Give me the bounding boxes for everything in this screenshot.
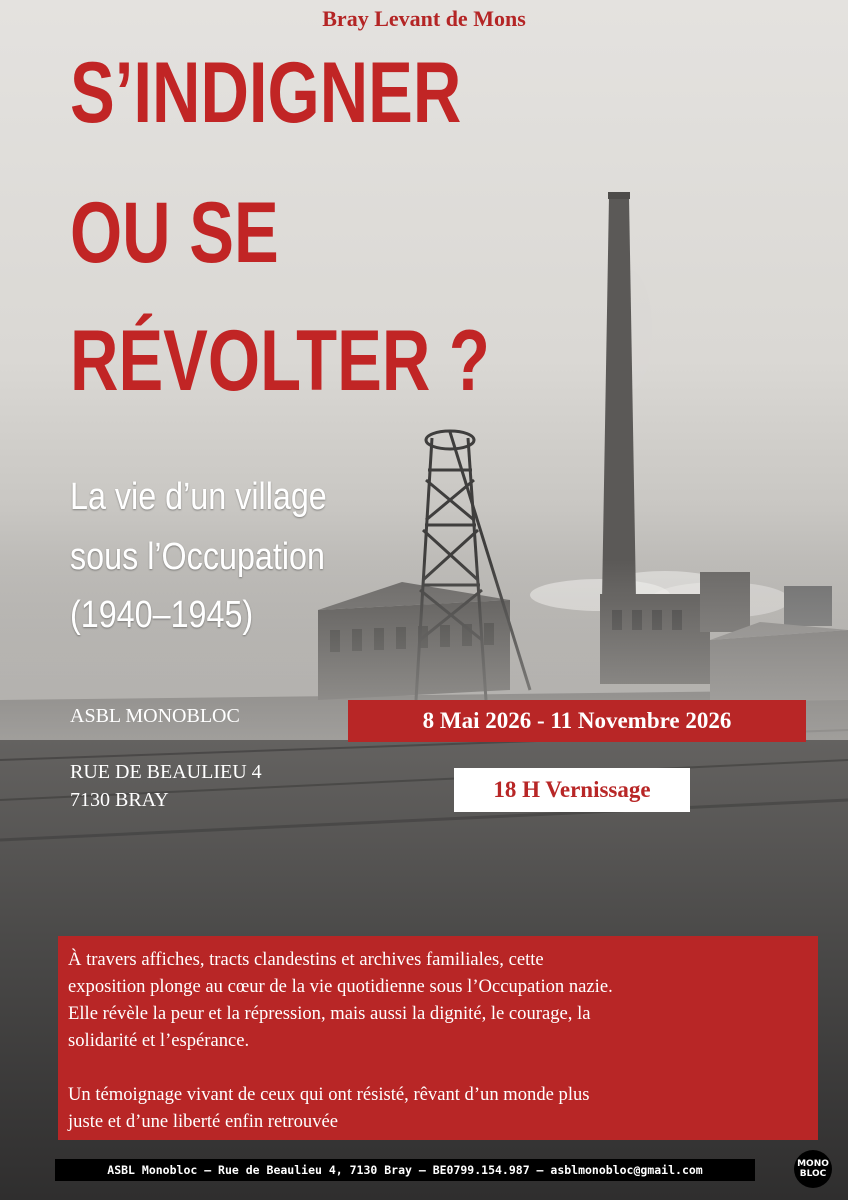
subtitle-line-3: (1940–1945): [70, 594, 254, 636]
monobloc-logo: [794, 1150, 832, 1188]
venue-city: 7130 BRAY: [70, 789, 169, 811]
paragraph-gap: [68, 1054, 808, 1081]
subtitle-line-1: La vie d’un village: [70, 476, 327, 518]
description-line: juste et d’une liberté enfin retrouvée: [68, 1111, 339, 1132]
logo-line-1: MONO: [797, 1159, 829, 1169]
vernissage-badge: 18 H Vernissage: [454, 768, 690, 812]
description-line: Un témoignage vivant de ceux qui ont résisté, rêvant d’un monde plus: [68, 1084, 590, 1105]
title-line-1: S’INDIGNER: [70, 45, 462, 141]
footer-contact-bar: ASBL Monobloc – Rue de Beaulieu 4, 7130 Bray – BE0799.154.987 – asblmonobloc@gmail.com: [55, 1159, 755, 1181]
date-range-badge: 8 Mai 2026 - 11 Novembre 2026: [348, 700, 806, 742]
description-box: [58, 936, 818, 1140]
description-line: solidarité et l’espérance.: [68, 1030, 250, 1051]
location-kicker: Bray Levant de Mons: [322, 6, 526, 31]
description-line: À travers affiches, tracts clandestins et archives familiales, cette: [68, 949, 544, 970]
title-line-2: OU SE: [70, 185, 279, 281]
logo-line-2: BLOC: [799, 1169, 827, 1179]
title-line-3: RÉVOLTER ?: [70, 313, 490, 409]
description-line: exposition plonge au cœur de la vie quotidienne sous l’Occupation nazie.: [68, 976, 613, 997]
venue-name: ASBL MONOBLOC: [70, 705, 240, 727]
venue-street: RUE DE BEAULIEU 4: [70, 761, 262, 783]
subtitle-line-2: sous l’Occupation: [70, 536, 325, 578]
description-line: Elle révèle la peur et la répression, mais aussi la dignité, le courage, la: [68, 1003, 591, 1024]
